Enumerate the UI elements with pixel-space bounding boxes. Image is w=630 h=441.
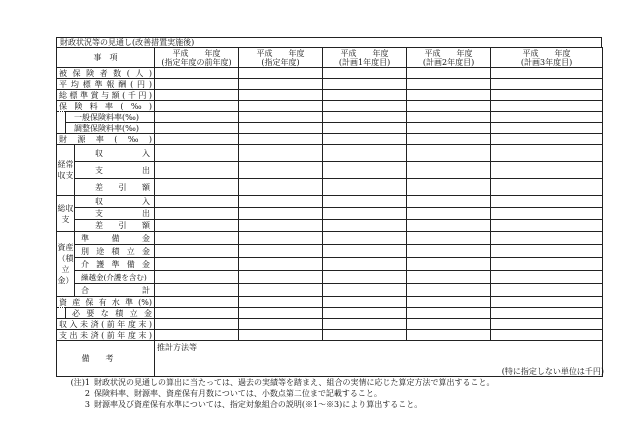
row-care-reserve (57, 258, 603, 271)
cell (491, 208, 603, 220)
cell (155, 297, 239, 308)
label-notes: 備考 (57, 341, 155, 377)
cell (491, 112, 603, 123)
cell (155, 79, 239, 90)
header-col-4: 平成 年度 (計画2年度目) (407, 48, 491, 68)
label-ordinary-income: 収入 (75, 145, 155, 162)
cell (155, 123, 239, 134)
row-avg-salary (57, 79, 603, 90)
cell (407, 79, 491, 90)
row-payable (57, 330, 603, 341)
row-ordinary-income (57, 145, 603, 162)
cell (323, 79, 407, 90)
row-carryover (57, 271, 603, 284)
footnote-number: (注)1 (70, 378, 90, 387)
cell (323, 258, 407, 271)
cell (155, 145, 239, 162)
row-reserve (57, 232, 603, 245)
cell (407, 308, 491, 319)
outlook-table (56, 47, 603, 377)
cell (155, 245, 239, 258)
cell (407, 271, 491, 284)
header-col-2: 平成 年度 (指定年度) (239, 48, 323, 68)
label-general-rate: 一般保険料率(‰) (66, 112, 155, 123)
cell (407, 90, 491, 101)
cell (239, 284, 323, 297)
cell (323, 145, 407, 162)
cell (491, 319, 603, 330)
header-col-1: 平成 年度 (指定年度の前年度) (155, 48, 239, 68)
cell (239, 308, 323, 319)
indent-spacer (57, 308, 66, 319)
cell (239, 134, 323, 145)
cell (323, 220, 407, 232)
cell (323, 232, 407, 245)
label-total-income: 収入 (75, 196, 155, 208)
label-required-reserve: 必要な積立金 (66, 308, 155, 319)
cell (323, 284, 407, 297)
cell (407, 245, 491, 258)
cell (491, 220, 603, 232)
cell (155, 220, 239, 232)
cell (155, 90, 239, 101)
cell (407, 208, 491, 220)
cell (491, 134, 603, 145)
row-receivable (57, 319, 603, 330)
row-total-diff (57, 220, 603, 232)
cell (491, 308, 603, 319)
label-ordinary-diff: 差引額 (75, 179, 155, 196)
cell (239, 162, 323, 179)
cell (407, 123, 491, 134)
cell (239, 68, 323, 79)
cell (407, 134, 491, 145)
row-premium-rate (57, 101, 603, 112)
cell (407, 112, 491, 123)
cell (323, 112, 407, 123)
cell (407, 196, 491, 208)
group-total: 総収支 (57, 196, 75, 232)
cell (491, 179, 603, 196)
row-required-reserve (57, 308, 603, 319)
cell (407, 179, 491, 196)
cell (407, 330, 491, 341)
row-sum (57, 284, 603, 297)
cell (239, 319, 323, 330)
cell (323, 162, 407, 179)
cell (407, 145, 491, 162)
cell (407, 284, 491, 297)
label-premium-rate: 保険料率(‰) (57, 101, 155, 112)
cell (491, 271, 603, 284)
cell (323, 330, 407, 341)
label-payable: 支出未済(前年度末) (57, 330, 155, 341)
row-special-reserve (57, 245, 603, 258)
cell (155, 179, 239, 196)
label-ordinary-expense: 支出 (75, 162, 155, 179)
footnote-text: 財源率及び資産保有水準については、指定対象組合の説明(※1～※3)により算出すること。 (94, 400, 423, 409)
label-total-expense: 支出 (75, 208, 155, 220)
cell (239, 145, 323, 162)
cell (323, 68, 407, 79)
cell (323, 271, 407, 284)
footnote-text: 保険料率、財源率、資産保有月数については、小数点第二位まで記載すること。 (94, 389, 382, 398)
header-col-3: 平成 年度 (計画1年度目) (323, 48, 407, 68)
cell (407, 232, 491, 245)
cell (323, 245, 407, 258)
cell (239, 101, 323, 112)
cell (239, 196, 323, 208)
group-assets: 資産（積立金） (57, 232, 75, 297)
footnote-2 (62, 388, 494, 399)
cell (239, 79, 323, 90)
cell (491, 330, 603, 341)
cell (491, 232, 603, 245)
cell (239, 179, 323, 196)
cell (323, 196, 407, 208)
cell (239, 220, 323, 232)
cell (155, 112, 239, 123)
cell (155, 196, 239, 208)
row-total-expense (57, 208, 603, 220)
cell (323, 123, 407, 134)
group-ordinary: 経常収支 (57, 145, 75, 196)
cell (407, 220, 491, 232)
cell (407, 162, 491, 179)
notes-value: 推計方法等 (155, 341, 603, 377)
label-adjust-rate: 調整保険料率(‰) (66, 123, 155, 134)
indent-spacer (57, 123, 66, 134)
cell (155, 232, 239, 245)
unit-note: (特に指定しない単位は千円) (501, 367, 604, 376)
cell (155, 101, 239, 112)
cell (407, 297, 491, 308)
cell (407, 319, 491, 330)
label-total-salary: 総標準賞与額(千円) (57, 90, 155, 101)
row-total-income (57, 196, 603, 208)
cell (155, 68, 239, 79)
row-insured (57, 68, 603, 79)
cell (323, 179, 407, 196)
cell (239, 271, 323, 284)
form-title: 財政状況等の見通し(改善措置実施後) (56, 37, 602, 47)
cell (491, 123, 603, 134)
cell (323, 319, 407, 330)
cell (239, 258, 323, 271)
cell (239, 90, 323, 101)
label-insured: 被保険者数(人) (57, 68, 155, 79)
cell (239, 297, 323, 308)
cell (239, 245, 323, 258)
cell (491, 258, 603, 271)
label-total-diff: 差引額 (75, 220, 155, 232)
cell (491, 284, 603, 297)
cell (491, 145, 603, 162)
footnote-text: 財政状況の見通しの算出に当たっては、過去の実績等を踏まえ、組合の実情に応じた算定方法で算出すること。 (94, 378, 495, 387)
cell (239, 232, 323, 245)
cell (323, 208, 407, 220)
row-adjust-rate (57, 123, 603, 134)
label-fiscal-rate: 財源率(‰) (57, 134, 155, 145)
cell (155, 258, 239, 271)
footnotes (62, 377, 494, 410)
row-fiscal-rate (57, 134, 603, 145)
cell (239, 208, 323, 220)
cell (491, 79, 603, 90)
cell (491, 162, 603, 179)
label-reserve: 準備金 (75, 232, 155, 245)
header-row (57, 48, 603, 68)
cell (239, 123, 323, 134)
label-special-reserve: 別途積立金 (75, 245, 155, 258)
row-total-salary (57, 90, 603, 101)
footnote-number: 3 (84, 400, 90, 409)
footnote-number: 2 (84, 389, 90, 398)
label-sum: 合計 (75, 284, 155, 297)
cell (407, 68, 491, 79)
label-care-reserve: 介護準備金 (75, 258, 155, 271)
cell (155, 162, 239, 179)
indent-spacer (57, 112, 66, 123)
cell (155, 208, 239, 220)
cell (323, 90, 407, 101)
cell (323, 134, 407, 145)
cell (491, 68, 603, 79)
cell (407, 258, 491, 271)
cell (491, 90, 603, 101)
cell (239, 112, 323, 123)
label-avg-salary: 平均標準報酬(円) (57, 79, 155, 90)
cell (155, 271, 239, 284)
header-item: 事 項 (57, 48, 155, 68)
cell (491, 101, 603, 112)
cell (323, 297, 407, 308)
cell (323, 308, 407, 319)
footnote-1 (62, 377, 494, 388)
header-col-5: 平成 年度 (計画3年度目) (491, 48, 603, 68)
cell (155, 319, 239, 330)
label-asset-level: 資産保有水準(%) (57, 297, 155, 308)
row-general-rate (57, 112, 603, 123)
cell (491, 297, 603, 308)
label-receivable: 収入未済(前年度末) (57, 319, 155, 330)
cell (491, 245, 603, 258)
row-ordinary-diff (57, 179, 603, 196)
cell (155, 308, 239, 319)
footnote-3 (62, 399, 494, 410)
cell (239, 330, 323, 341)
row-asset-level (57, 297, 603, 308)
row-ordinary-expense (57, 162, 603, 179)
cell (491, 196, 603, 208)
label-carryover: 繰越金(介護を含む) (75, 271, 155, 284)
cell (407, 101, 491, 112)
cell (323, 101, 407, 112)
cell (155, 330, 239, 341)
cell (155, 134, 239, 145)
cell (155, 284, 239, 297)
